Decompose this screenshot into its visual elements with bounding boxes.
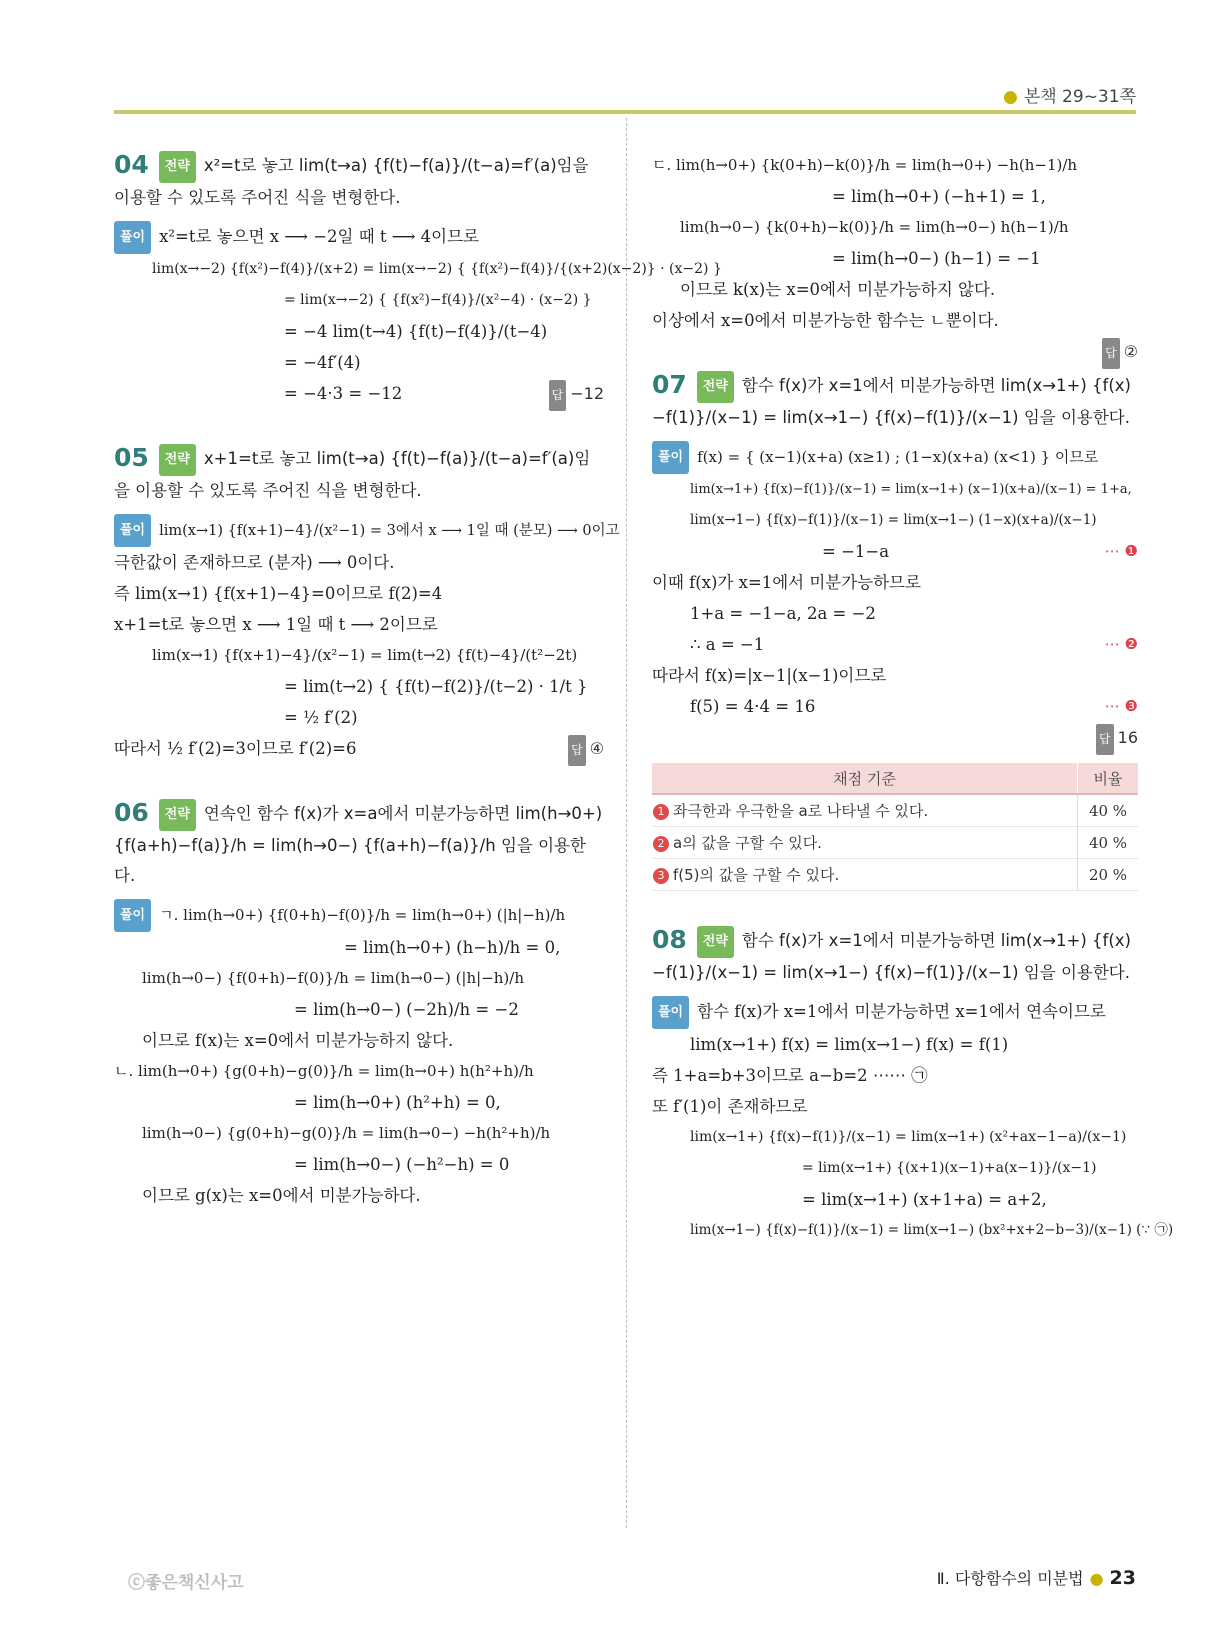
solution-line: = lim(x→1+) {(x+1)(x−1)+a(x−1)}/(x−1): [802, 1160, 1097, 1176]
solution-line: f(5) = 4·4 = 16: [690, 697, 816, 716]
header-rule: [114, 110, 1136, 114]
solution-line: = lim(x→−2) { {f(x²)−f(4)}/(x²−4) · (x−2) }: [284, 292, 592, 308]
solution-line: ㄷ. lim(h→0+) {k(0+h)−k(0)}/h = lim(h→0+) −h(h−1)/h: [652, 156, 1078, 174]
solution-line: = lim(h→0−) (−2h)/h = −2: [294, 1000, 519, 1019]
problem-07: [652, 370, 1138, 891]
solution-line: 이때 f(x)가 x=1에서 미분가능하므로: [652, 573, 921, 592]
right-column: [652, 150, 1174, 1280]
solution-line: 이므로 g(x)는 x=0에서 미분가능하다.: [142, 1186, 421, 1205]
problem-06-continued: [652, 150, 1138, 361]
problem-06: [114, 798, 604, 1211]
problem-number: 07: [652, 370, 687, 399]
page-footer: Ⅱ. 다항함수의 미분법 ● 23: [936, 1567, 1136, 1589]
mark-1: ⋯ ❶: [1104, 542, 1138, 560]
solution-line: 따라서 f(x)=|x−1|(x−1)이므로: [652, 666, 887, 685]
solution-line: 1+a = −1−a, 2a = −2: [690, 604, 876, 623]
strategy-tag: 전략: [159, 444, 196, 476]
solution-line: lim(x→1+) {f(x)−f(1)}/(x−1) = lim(x→1+) (x−1)(x+a)/(x−1) = 1+a,: [690, 482, 1132, 497]
strategy-text: 연속인 함수 f(x)가 x=a에서 미분가능하면 lim(h→0+) {f(a+h)−f(a)}/h = lim(h→0−) {f(a+h)−f(a)}/h 임을 이용한다.: [114, 804, 603, 885]
solution-line: = lim(h→0−) (−h²−h) = 0: [294, 1155, 510, 1174]
strategy-text: x+1=t로 놓고 lim(t→a) {f(t)−f(a)}/(t−a)=f′(a)임을 이용할 수 있도록 주어진 식을 변형한다.: [114, 449, 591, 500]
strategy-tag: 전략: [697, 371, 734, 403]
scoring-header-criteria: 채점 기준: [652, 763, 1078, 794]
mark-2: ⋯ ❷: [1104, 635, 1138, 653]
strategy-text: x²=t로 놓고 lim(t→a) {f(t)−f(a)}/(t−a)=f′(a)임을 이용할 수 있도록 주어진 식을 변형한다.: [114, 156, 589, 207]
strategy-text: 함수 f(x)가 x=1에서 미분가능하면 lim(x→1+) {f(x)−f(1)}/(x−1) = lim(x→1−) {f(x)−f(1)}/(x−1) 임을 이용한다.: [652, 931, 1131, 982]
table-row: 2 a의 값을 구할 수 있다. 40 %: [652, 827, 1138, 859]
strategy-text: 함수 f(x)가 x=1에서 미분가능하면 lim(x→1+) {f(x)−f(1)}/(x−1) = lim(x→1−) {f(x)−f(1)}/(x−1) 임을 이용한다.: [652, 376, 1131, 427]
problem-05: [114, 443, 620, 764]
solution-tag: 풀이: [114, 514, 151, 547]
solution-line: ∴ a = −1: [690, 635, 765, 654]
problem-number: 05: [114, 443, 149, 472]
solution-line: 이상에서 x=0에서 미분가능한 함수는 ㄴ뿐이다.: [652, 311, 999, 330]
solution-line: 이므로 f(x)는 x=0에서 미분가능하지 않다.: [142, 1031, 454, 1050]
scoring-table: [652, 763, 1138, 891]
answer-05: 답 ④: [568, 733, 604, 766]
solution-line: 따라서 ½ f′(2)=3이므로 f′(2)=6: [114, 739, 357, 758]
table-row: 3 f(5)의 값을 구할 수 있다. 20 %: [652, 859, 1138, 891]
strategy-tag: 전략: [159, 799, 196, 831]
solution-line: ㄴ. lim(h→0+) {g(0+h)−g(0)}/h = lim(h→0+) h(h²+h)/h: [114, 1062, 534, 1080]
solution-tag: 풀이: [114, 899, 151, 932]
solution-line: lim(x→1−) {f(x)−f(1)}/(x−1) = lim(x→1−) (bx²+x+2−b−3)/(x−1) (∵ ㉠): [690, 1222, 1174, 1238]
solution-line: = −4·3 = −12: [284, 384, 403, 403]
solution-line: = lim(h→0+) (−h+1) = 1,: [832, 187, 1046, 206]
solution-line: lim(x→1) {f(x+1)−4}/(x²−1) = lim(t→2) {f(t)−4}/(t²−2t): [152, 646, 578, 664]
problem-08: [652, 925, 1174, 1246]
solution-line: = −4 lim(t→4) {f(t)−f(4)}/(t−4): [284, 322, 548, 341]
publisher-mark: ⓒ좋은책신사고: [128, 1573, 244, 1593]
page-header-ref: ● 본책 29~31쪽: [1002, 87, 1136, 107]
problem-number: 04: [114, 150, 149, 179]
solution-tag: 풀이: [114, 221, 151, 254]
solution-line: 이므로 k(x)는 x=0에서 미분가능하지 않다.: [680, 280, 996, 299]
solution-tag: 풀이: [652, 441, 689, 474]
solution-line: 또 f′(1)이 존재하므로: [652, 1097, 808, 1116]
table-row: 1 좌극한과 우극한을 a로 나타낼 수 있다. 40 %: [652, 794, 1138, 827]
solution-line: 즉 lim(x→1) {f(x+1)−4}=0이므로 f(2)=4: [114, 584, 443, 603]
problem-number: 06: [114, 798, 149, 827]
chapter-title: Ⅱ. 다항함수의 미분법: [936, 1569, 1084, 1588]
column-divider: [626, 118, 627, 1528]
solution-line: lim(h→0−) {f(0+h)−f(0)}/h = lim(h→0−) (|h|−h)/h: [142, 969, 524, 987]
solution-line: 즉 1+a=b+3이므로 a−b=2 ⋯⋯ ㉠: [652, 1066, 928, 1085]
solution-line: lim(x→1−) {f(x)−f(1)}/(x−1) = lim(x→1−) (1−x)(x+a)/(x−1): [690, 512, 1097, 528]
solution-line: = −4f′(4): [284, 353, 361, 372]
answer-04: 답 −12: [549, 378, 604, 411]
solution-line: lim(h→0−) {k(0+h)−k(0)}/h = lim(h→0−) h(h−1)/h: [680, 218, 1069, 236]
solution-line: 함수 f(x)가 x=1에서 미분가능하면 x=1에서 연속이므로: [697, 1002, 1106, 1021]
solution-line: = lim(x→1+) (x+1+a) = a+2,: [802, 1190, 1047, 1209]
solution-line: lim(x→−2) {f(x²)−f(4)}/(x+2) = lim(x→−2) { {f(x²)−f(4)}/{(x+2)(x−2)} · (x−2) }: [152, 261, 722, 277]
mark-3: ⋯ ❸: [1104, 697, 1138, 715]
solution-line: ㄱ. lim(h→0+) {f(0+h)−f(0)}/h = lim(h→0+) (|h|−h)/h: [159, 906, 566, 924]
solution-line: f(x) = { (x−1)(x+a) (x≥1) ; (1−x)(x+a) (x<1) } 이므로: [697, 448, 1099, 466]
answer-06: 답 ②: [1102, 336, 1138, 369]
solution-line: lim(x→1) {f(x+1)−4}/(x²−1) = 3에서 x ⟶ 1일 때 (분모) ⟶ 0이고: [159, 523, 620, 539]
solution-line: lim(x→1+) f(x) = lim(x→1−) f(x) = f(1): [690, 1035, 1009, 1054]
answer-07: 답 16: [1096, 722, 1138, 755]
solution-line: x+1=t로 놓으면 x ⟶ 1일 때 t ⟶ 2이므로: [114, 615, 438, 634]
solution-line: = ½ f′(2): [284, 708, 358, 727]
solution-line: = lim(h→0+) (h−h)/h = 0,: [344, 938, 561, 957]
strategy-tag: 전략: [159, 151, 196, 183]
solution-line: lim(h→0−) {g(0+h)−g(0)}/h = lim(h→0−) −h(h²+h)/h: [142, 1124, 551, 1142]
problem-number: 08: [652, 925, 687, 954]
solution-line: 극한값이 존재하므로 (분자) ⟶ 0이다.: [114, 553, 395, 572]
solution-line: x²=t로 놓으면 x ⟶ −2일 때 t ⟶ 4이므로: [159, 227, 479, 246]
solution-line: = lim(h→0−) (h−1) = −1: [832, 249, 1041, 268]
solution-line: lim(x→1+) {f(x)−f(1)}/(x−1) = lim(x→1+) (x²+ax−1−a)/(x−1): [690, 1129, 1127, 1145]
solution-line: = lim(t→2) { {f(t)−f(2)}/(t−2) · 1/t }: [284, 677, 588, 696]
scoring-header-ratio: 비율: [1078, 763, 1139, 794]
strategy-tag: 전략: [697, 926, 734, 958]
solution-tag: 풀이: [652, 996, 689, 1029]
page-number: 23: [1109, 1567, 1136, 1589]
solution-line: = −1−a: [822, 542, 890, 561]
solution-line: = lim(h→0+) (h²+h) = 0,: [294, 1093, 501, 1112]
